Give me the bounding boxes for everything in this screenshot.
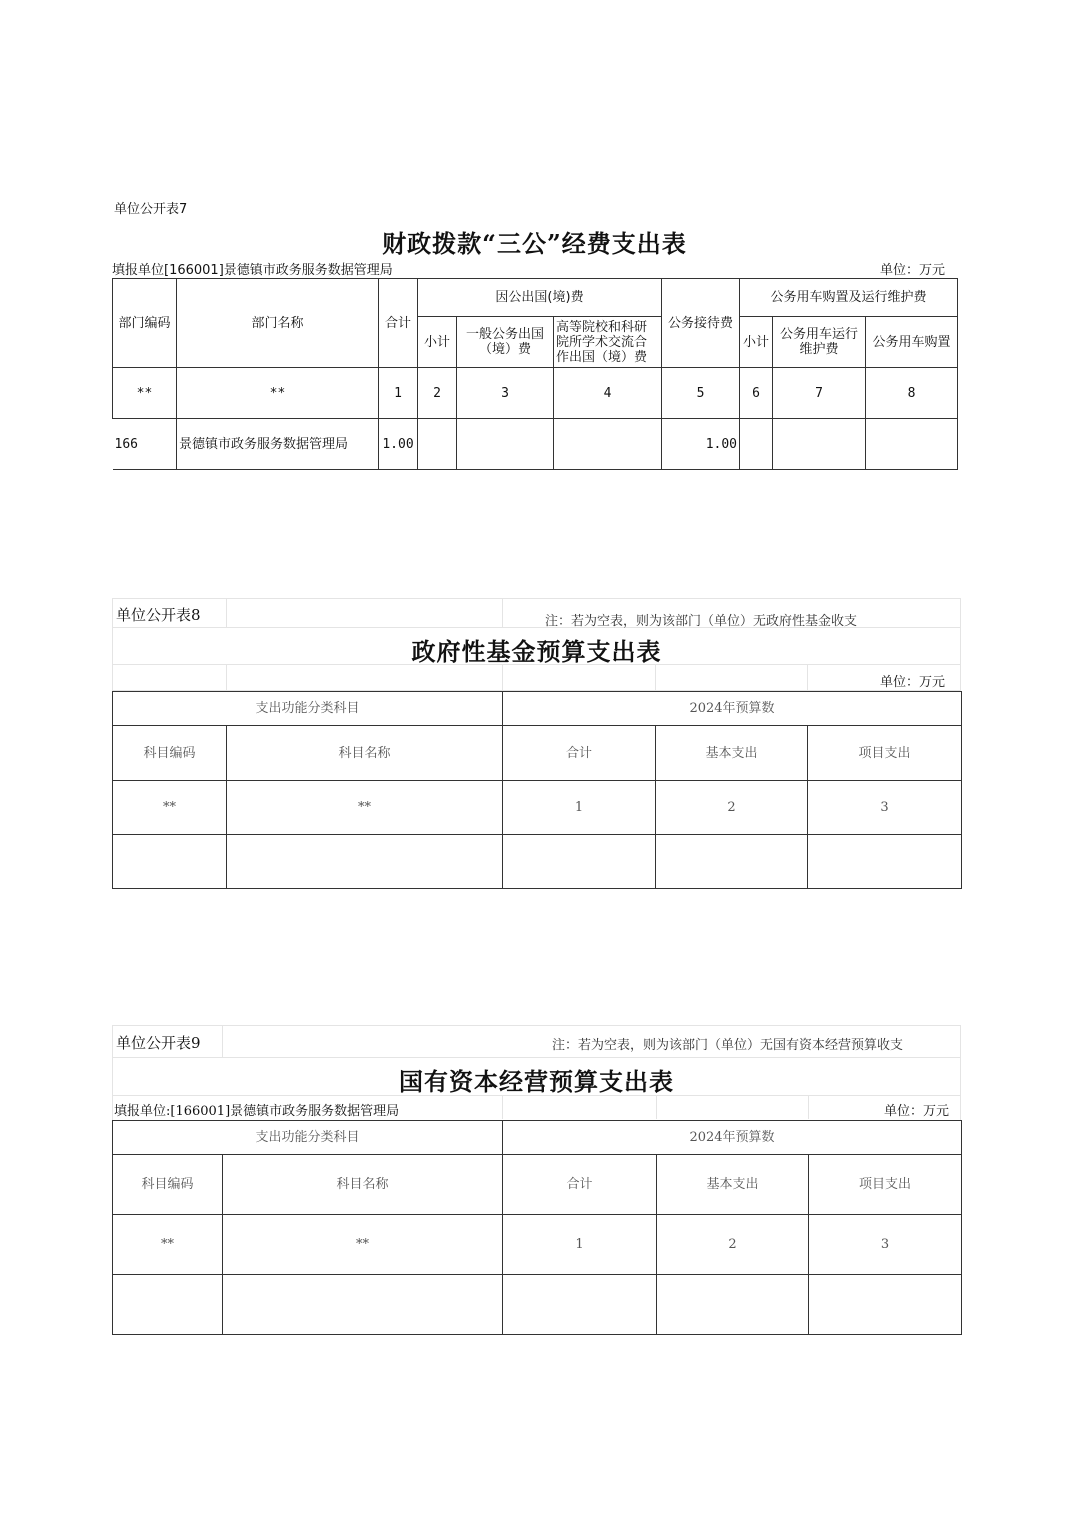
- empty-cell: [503, 1275, 657, 1335]
- empty-cell: [113, 1275, 223, 1335]
- table9-title: 国有资本经营预算支出表: [399, 1067, 674, 1096]
- index-cell: **: [177, 368, 379, 419]
- table9-index-row: [113, 1215, 962, 1275]
- table7-label: 单位公开表7: [114, 202, 188, 217]
- th-vehicle-buy: 公务用车购置: [866, 317, 958, 368]
- t9-th-func-class: 支出功能分类科目: [113, 1121, 503, 1155]
- t8-th-total: 合计: [503, 726, 656, 781]
- table8-title: 政府性基金预算支出表: [411, 637, 662, 666]
- index-cell: 1: [503, 781, 656, 835]
- vehicle-subtotal-cell: [740, 419, 773, 470]
- table8: [112, 691, 962, 889]
- table7-data-row: [113, 419, 958, 470]
- index-cell: 1: [379, 368, 418, 419]
- empty-cell: [808, 835, 962, 889]
- index-cell: 1: [503, 1215, 657, 1275]
- table9: [112, 1120, 962, 1335]
- th-total: 合计: [379, 279, 418, 368]
- table7-unit: 单位：万元: [880, 263, 946, 278]
- table7-title: 财政拨款“三公”经费支出表: [382, 229, 687, 258]
- t8-th-basic: 基本支出: [656, 726, 808, 781]
- reception-cell: 1.00: [662, 419, 740, 470]
- table7: [112, 278, 958, 470]
- dept-name-cell: 景德镇市政务服务数据管理局: [177, 419, 379, 470]
- index-cell: 3: [809, 1215, 962, 1275]
- t8-th-budget-year: 2024年预算数: [503, 692, 962, 726]
- table8-unit: 单位：万元: [880, 675, 946, 690]
- t9-th-subject-code: 科目编码: [113, 1155, 223, 1215]
- t9-th-budget-year: 2024年预算数: [503, 1121, 962, 1155]
- th-dept-code: 部门编码: [113, 279, 177, 368]
- empty-cell: [503, 835, 656, 889]
- t9-th-total: 合计: [503, 1155, 657, 1215]
- empty-cell: [227, 835, 503, 889]
- empty-cell: [113, 835, 227, 889]
- total-cell: 1.00: [379, 419, 418, 470]
- dept-code-cell: 166: [113, 419, 177, 470]
- t8-th-project: 项目支出: [808, 726, 962, 781]
- empty-cell: [223, 1275, 503, 1335]
- index-cell: 2: [657, 1215, 809, 1275]
- table7-index-row: [113, 368, 958, 419]
- table8-empty-row: [113, 835, 962, 889]
- index-cell: **: [113, 781, 227, 835]
- t8-th-func-class: 支出功能分类科目: [113, 692, 503, 726]
- index-cell: 2: [418, 368, 457, 419]
- vehicle-buy-cell: [866, 419, 958, 470]
- th-vehicle: 公务用车购置及运行维护费: [740, 279, 958, 317]
- th-subtotal2: 小计: [740, 317, 773, 368]
- table8-index-row: [113, 781, 962, 835]
- index-cell: 6: [740, 368, 773, 419]
- th-subtotal: 小计: [418, 317, 457, 368]
- index-cell: 8: [866, 368, 958, 419]
- table8-note: 注：若为空表，则为该部门（单位）无政府性基金收支: [545, 614, 858, 629]
- th-vehicle-run: 公务用车运行维护费: [773, 317, 866, 368]
- t8-th-subject-code: 科目编码: [113, 726, 227, 781]
- table9-empty-row: [113, 1275, 962, 1335]
- index-cell: **: [113, 368, 177, 419]
- th-reception: 公务接待费: [662, 279, 740, 368]
- t9-th-basic: 基本支出: [657, 1155, 809, 1215]
- index-cell: **: [227, 781, 503, 835]
- th-abroad: 因公出国(境)费: [418, 279, 662, 317]
- empty-cell: [657, 1275, 809, 1335]
- t8-th-subject-name: 科目名称: [227, 726, 503, 781]
- abroad-subtotal-cell: [418, 419, 457, 470]
- empty-cell: [656, 835, 808, 889]
- vehicle-run-cell: [773, 419, 866, 470]
- table9-label: 单位公开表9: [116, 1034, 201, 1052]
- table9-unit-org: 填报单位:[166001]景德镇市政务服务数据管理局: [114, 1104, 400, 1119]
- th-dept-name: 部门名称: [177, 279, 379, 368]
- index-cell: 3: [457, 368, 554, 419]
- index-cell: 2: [656, 781, 808, 835]
- general-abroad-cell: [457, 419, 554, 470]
- index-cell: **: [223, 1215, 503, 1275]
- academic-abroad-cell: [554, 419, 662, 470]
- t9-th-subject-name: 科目名称: [223, 1155, 503, 1215]
- table9-note: 注：若为空表，则为该部门（单位）无国有资本经营预算收支: [552, 1038, 904, 1053]
- index-cell: 5: [662, 368, 740, 419]
- table8-label: 单位公开表8: [116, 606, 201, 624]
- th-general-abroad: 一般公务出国（境）费: [457, 317, 554, 368]
- table7-unit-org: 填报单位[166001]景德镇市政务服务数据管理局: [112, 263, 393, 278]
- index-cell: **: [113, 1215, 223, 1275]
- empty-cell: [809, 1275, 962, 1335]
- th-academic-abroad: 高等院校和科研院所学术交流合作出国（境）费: [554, 317, 662, 368]
- table9-unit: 单位：万元: [884, 1104, 950, 1119]
- index-cell: 3: [808, 781, 962, 835]
- t9-th-project: 项目支出: [809, 1155, 962, 1215]
- index-cell: 4: [554, 368, 662, 419]
- index-cell: 7: [773, 368, 866, 419]
